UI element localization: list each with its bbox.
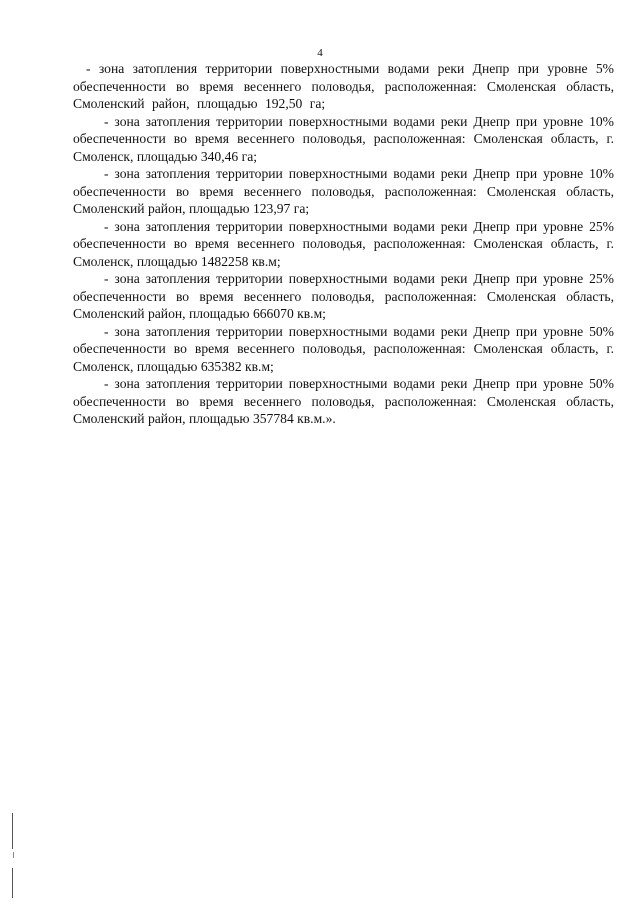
- document-body: [73, 60, 614, 428]
- flood-zone-item: - зона затопления территории поверхностными водами реки Днепр при уровне 25% обеспеченности во время весеннего половодья, расположенная: Смоленская область, г. Смоленск, площадью 1482258 кв.м;: [73, 218, 614, 269]
- scan-margin-line: [12, 868, 13, 898]
- flood-zone-item: - зона затопления территории поверхностными водами реки Днепр при уровне 10% обеспеченности во время весеннего половодья, расположенная: Смоленская область, Смоленский район, площадью 123,97 га;: [73, 166, 614, 216]
- page-number: 4: [317, 47, 323, 59]
- flood-zone-item: - зона затопления территории поверхностными водами реки Днепр при уровне 5% обеспеченности во время весеннего половодья, расположенная: Смоленская область, Смоленский район, площадью 192,50 га;: [73, 61, 614, 111]
- flood-zone-item: - зона затопления территории поверхностными водами реки Днепр при уровне 25% обеспеченности во время весеннего половодья, расположенная: Смоленская область, Смоленский район, площадью 666070 кв.м;: [73, 271, 614, 321]
- flood-zone-item: - зона затопления территории поверхностными водами реки Днепр при уровне 50% обеспеченности во время весеннего половодья, расположенная: Смоленская область, Смоленский район, площадью 357784 кв.м.».: [73, 376, 614, 426]
- flood-zone-item: - зона затопления территории поверхностными водами реки Днепр при уровне 10% обеспеченности во время весеннего половодья, расположенная: Смоленская область, г. Смоленск, площадью 340,46 га;: [73, 113, 614, 164]
- scan-margin-line: [12, 813, 13, 849]
- flood-zone-item: - зона затопления территории поверхностными водами реки Днепр при уровне 50% обеспеченности во время весеннего половодья, расположенная: Смоленская область, г. Смоленск, площадью 635382 кв.м;: [73, 323, 614, 374]
- scan-margin-line: [13, 852, 14, 858]
